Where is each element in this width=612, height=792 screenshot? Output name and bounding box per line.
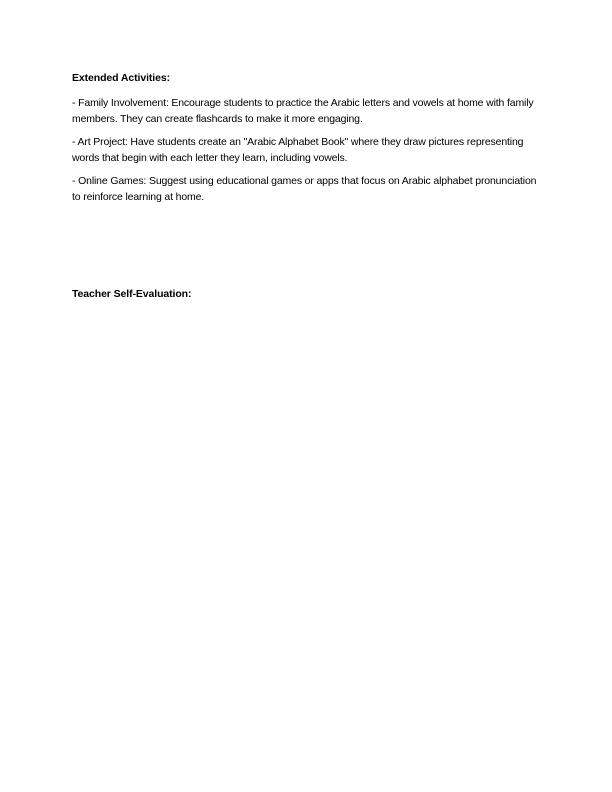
teacher-self-evaluation-heading: Teacher Self-Evaluation: — [72, 288, 192, 300]
extended-activities-section — [72, 72, 540, 205]
family-involvement-item: - Family Involvement: Encourage students to practice the Arabic letters and vowels at home with family members. They can create flashcards to make it more engaging. — [72, 97, 534, 125]
extended-activities-heading: Extended Activities: — [72, 72, 170, 84]
online-games-item: - Online Games: Suggest using educational games or apps that focus on Arabic alphabet pronunciation to reinforce learning at home. — [72, 175, 537, 203]
art-project-item: - Art Project: Have students create an "Arabic Alphabet Book" where they draw pictures representing words that begin with each letter they learn, including vowels. — [72, 136, 524, 164]
